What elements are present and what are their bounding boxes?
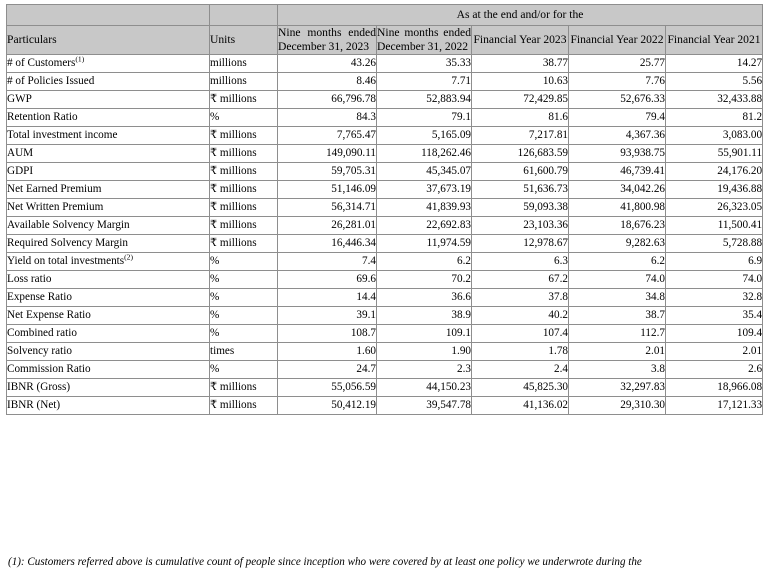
table-row xyxy=(7,163,763,181)
row-cell-fy_2022: 46,739.41 xyxy=(569,163,666,181)
row-cell-9m_dec_2023: 59,705.31 xyxy=(278,163,377,181)
row-cell-fy_2021: 74.0 xyxy=(666,271,763,289)
table-row xyxy=(7,199,763,217)
column-header-financial-year-2021: Financial Year 2021 xyxy=(666,26,763,55)
row-cell-fy_2021: 5,728.88 xyxy=(666,235,763,253)
table-row xyxy=(7,343,763,361)
key-metrics-table xyxy=(6,4,763,415)
row-cell-fy_2021: 24,176.20 xyxy=(666,163,763,181)
row-cell-fy_2022: 38.7 xyxy=(569,307,666,325)
row-label-particulars: # of Policies Issued xyxy=(7,73,210,91)
row-cell-fy_2022: 29,310.30 xyxy=(569,397,666,415)
row-cell-fy_2023: 67.2 xyxy=(472,271,569,289)
header-spacer-units xyxy=(210,5,278,26)
row-cell-fy_2021: 3,083.00 xyxy=(666,127,763,145)
table-footnote: (1): Customers referred above is cumulative count of people since inception who were covered by at least one policy we underwrote during the xyxy=(8,556,642,568)
row-cell-9m_dec_2023: 50,412.19 xyxy=(278,397,377,415)
row-label-particulars: Expense Ratio xyxy=(7,289,210,307)
table-body xyxy=(7,55,763,415)
row-label-particulars: Retention Ratio xyxy=(7,109,210,127)
row-cell-units: millions xyxy=(210,73,278,91)
row-cell-units: ₹ millions xyxy=(210,379,278,397)
row-cell-9m_dec_2023: 24.7 xyxy=(278,361,377,379)
row-label-particulars: Solvency ratio xyxy=(7,343,210,361)
row-cell-units: % xyxy=(210,271,278,289)
row-cell-9m_dec_2022: 22,692.83 xyxy=(377,217,472,235)
row-cell-9m_dec_2022: 1.90 xyxy=(377,343,472,361)
row-cell-units: ₹ millions xyxy=(210,145,278,163)
row-cell-fy_2021: 5.56 xyxy=(666,73,763,91)
column-header-financial-year-2023: Financial Year 2023 xyxy=(472,26,569,55)
row-cell-fy_2023: 12,978.67 xyxy=(472,235,569,253)
row-cell-fy_2022: 34.8 xyxy=(569,289,666,307)
row-label-particulars: Combined ratio xyxy=(7,325,210,343)
row-label-particulars: Net Written Premium xyxy=(7,199,210,217)
row-cell-fy_2023: 72,429.85 xyxy=(472,91,569,109)
row-cell-fy_2023: 59,093.38 xyxy=(472,199,569,217)
row-cell-9m_dec_2023: 8.46 xyxy=(278,73,377,91)
column-header-units: Units xyxy=(210,26,278,55)
row-cell-fy_2023: 38.77 xyxy=(472,55,569,73)
table-row xyxy=(7,55,763,73)
row-cell-9m_dec_2022: 70.2 xyxy=(377,271,472,289)
row-cell-9m_dec_2022: 5,165.09 xyxy=(377,127,472,145)
row-cell-fy_2022: 2.01 xyxy=(569,343,666,361)
header-group-label: As at the end and/or for the xyxy=(278,5,763,26)
row-cell-fy_2022: 41,800.98 xyxy=(569,199,666,217)
row-cell-fy_2023: 23,103.36 xyxy=(472,217,569,235)
table-row xyxy=(7,325,763,343)
row-cell-9m_dec_2022: 2.3 xyxy=(377,361,472,379)
column-header-financial-year-2022: Financial Year 2022 xyxy=(569,26,666,55)
row-cell-fy_2023: 45,825.30 xyxy=(472,379,569,397)
row-cell-9m_dec_2023: 66,796.78 xyxy=(278,91,377,109)
row-label-particulars: Yield on total investments$^{(2)}$ xyxy=(7,253,210,271)
row-cell-fy_2021: 81.2 xyxy=(666,109,763,127)
row-cell-9m_dec_2022: 79.1 xyxy=(377,109,472,127)
row-cell-fy_2021: 32,433.88 xyxy=(666,91,763,109)
column-header-nine-months-dec-2023: Nine months ended December 31, 2023 xyxy=(278,26,376,54)
row-cell-fy_2023: 61,600.79 xyxy=(472,163,569,181)
row-label-particulars: IBNR (Net) xyxy=(7,397,210,415)
row-cell-units: ₹ millions xyxy=(210,235,278,253)
table-row xyxy=(7,145,763,163)
row-cell-fy_2022: 32,297.83 xyxy=(569,379,666,397)
row-cell-fy_2023: 2.4 xyxy=(472,361,569,379)
row-label-particulars: Total investment income xyxy=(7,127,210,145)
row-cell-fy_2021: 6.9 xyxy=(666,253,763,271)
row-cell-9m_dec_2022: 36.6 xyxy=(377,289,472,307)
row-cell-9m_dec_2023: 43.26 xyxy=(278,55,377,73)
table-row xyxy=(7,307,763,325)
table-row xyxy=(7,181,763,199)
row-cell-units: % xyxy=(210,109,278,127)
row-label-particulars: Net Expense Ratio xyxy=(7,307,210,325)
row-cell-fy_2022: 4,367.36 xyxy=(569,127,666,145)
row-cell-fy_2021: 32.8 xyxy=(666,289,763,307)
table-row xyxy=(7,379,763,397)
row-cell-9m_dec_2023: 16,446.34 xyxy=(278,235,377,253)
row-cell-fy_2021: 18,966.08 xyxy=(666,379,763,397)
row-cell-9m_dec_2022: 38.9 xyxy=(377,307,472,325)
row-cell-fy_2023: 37.8 xyxy=(472,289,569,307)
row-cell-9m_dec_2022: 35.33 xyxy=(377,55,472,73)
row-cell-fy_2023: 41,136.02 xyxy=(472,397,569,415)
row-cell-fy_2022: 9,282.63 xyxy=(569,235,666,253)
row-cell-fy_2022: 6.2 xyxy=(569,253,666,271)
row-cell-9m_dec_2022: 44,150.23 xyxy=(377,379,472,397)
row-cell-9m_dec_2023: 39.1 xyxy=(278,307,377,325)
row-cell-fy_2023: 6.3 xyxy=(472,253,569,271)
row-cell-9m_dec_2023: 1.60 xyxy=(278,343,377,361)
row-cell-fy_2021: 55,901.11 xyxy=(666,145,763,163)
footnote-marker: (2) xyxy=(124,252,134,262)
row-cell-fy_2022: 112.7 xyxy=(569,325,666,343)
row-cell-fy_2021: 14.27 xyxy=(666,55,763,73)
row-label-particulars: Available Solvency Margin xyxy=(7,217,210,235)
row-cell-9m_dec_2023: 14.4 xyxy=(278,289,377,307)
row-cell-fy_2023: 107.4 xyxy=(472,325,569,343)
row-cell-units: % xyxy=(210,307,278,325)
row-cell-9m_dec_2023: 56,314.71 xyxy=(278,199,377,217)
row-cell-fy_2021: 11,500.41 xyxy=(666,217,763,235)
table-row xyxy=(7,235,763,253)
row-cell-fy_2021: 19,436.88 xyxy=(666,181,763,199)
header-group-row xyxy=(7,5,763,26)
row-cell-units: ₹ millions xyxy=(210,91,278,109)
row-cell-9m_dec_2023: 69.6 xyxy=(278,271,377,289)
row-cell-fy_2022: 7.76 xyxy=(569,73,666,91)
row-cell-fy_2022: 93,938.75 xyxy=(569,145,666,163)
row-label-particulars: GDPI xyxy=(7,163,210,181)
row-cell-fy_2022: 79.4 xyxy=(569,109,666,127)
row-cell-units: ₹ millions xyxy=(210,217,278,235)
row-cell-9m_dec_2022: 11,974.59 xyxy=(377,235,472,253)
row-label-particulars: Net Earned Premium xyxy=(7,181,210,199)
row-cell-fy_2021: 26,323.05 xyxy=(666,199,763,217)
row-cell-units: % xyxy=(210,361,278,379)
row-label-particulars: GWP xyxy=(7,91,210,109)
table-row xyxy=(7,361,763,379)
row-cell-fy_2021: 2.6 xyxy=(666,361,763,379)
row-cell-9m_dec_2022: 37,673.19 xyxy=(377,181,472,199)
row-cell-fy_2023: 81.6 xyxy=(472,109,569,127)
column-header-nine-months-dec-2022: Nine months ended December 31, 2022 xyxy=(377,26,471,54)
row-cell-fy_2022: 18,676.23 xyxy=(569,217,666,235)
row-cell-9m_dec_2022: 109.1 xyxy=(377,325,472,343)
table-row xyxy=(7,73,763,91)
row-cell-fy_2023: 7,217.81 xyxy=(472,127,569,145)
row-label-particulars: AUM xyxy=(7,145,210,163)
row-cell-9m_dec_2022: 52,883.94 xyxy=(377,91,472,109)
row-cell-fy_2021: 109.4 xyxy=(666,325,763,343)
footnote-marker: (1) xyxy=(75,54,85,64)
row-cell-9m_dec_2022: 41,839.93 xyxy=(377,199,472,217)
row-cell-units: ₹ millions xyxy=(210,163,278,181)
row-cell-9m_dec_2023: 55,056.59 xyxy=(278,379,377,397)
row-cell-fy_2022: 74.0 xyxy=(569,271,666,289)
row-cell-9m_dec_2023: 26,281.01 xyxy=(278,217,377,235)
row-cell-fy_2021: 35.4 xyxy=(666,307,763,325)
row-cell-9m_dec_2022: 7.71 xyxy=(377,73,472,91)
row-cell-fy_2023: 1.78 xyxy=(472,343,569,361)
row-cell-units: ₹ millions xyxy=(210,181,278,199)
row-cell-fy_2022: 52,676.33 xyxy=(569,91,666,109)
row-cell-fy_2023: 126,683.59 xyxy=(472,145,569,163)
row-cell-9m_dec_2023: 108.7 xyxy=(278,325,377,343)
row-cell-9m_dec_2023: 84.3 xyxy=(278,109,377,127)
table-row xyxy=(7,253,763,271)
table-header xyxy=(7,5,763,55)
row-cell-units: times xyxy=(210,343,278,361)
row-cell-fy_2021: 2.01 xyxy=(666,343,763,361)
row-cell-units: % xyxy=(210,253,278,271)
header-column-row xyxy=(7,26,763,55)
row-cell-9m_dec_2022: 6.2 xyxy=(377,253,472,271)
row-cell-units: % xyxy=(210,289,278,307)
row-cell-fy_2022: 25.77 xyxy=(569,55,666,73)
row-cell-fy_2023: 40.2 xyxy=(472,307,569,325)
table-row xyxy=(7,397,763,415)
table-row xyxy=(7,109,763,127)
row-cell-fy_2022: 34,042.26 xyxy=(569,181,666,199)
row-cell-units: ₹ millions xyxy=(210,199,278,217)
row-cell-9m_dec_2023: 7,765.47 xyxy=(278,127,377,145)
table-row xyxy=(7,91,763,109)
column-header-particulars: Particulars xyxy=(7,26,210,55)
row-cell-9m_dec_2022: 45,345.07 xyxy=(377,163,472,181)
table-row xyxy=(7,127,763,145)
row-label-particulars: # of Customers$^{(1)}$ xyxy=(7,55,210,73)
header-spacer-particulars xyxy=(7,5,210,26)
row-label-particulars: Loss ratio xyxy=(7,271,210,289)
row-cell-units: ₹ millions xyxy=(210,397,278,415)
table-row xyxy=(7,271,763,289)
row-cell-units: ₹ millions xyxy=(210,127,278,145)
table-row xyxy=(7,217,763,235)
row-cell-fy_2023: 51,636.73 xyxy=(472,181,569,199)
row-label-particulars: Required Solvency Margin xyxy=(7,235,210,253)
row-cell-9m_dec_2023: 149,090.11 xyxy=(278,145,377,163)
row-cell-units: % xyxy=(210,325,278,343)
row-cell-fy_2022: 3.8 xyxy=(569,361,666,379)
row-cell-9m_dec_2022: 39,547.78 xyxy=(377,397,472,415)
row-cell-fy_2023: 10.63 xyxy=(472,73,569,91)
row-label-particulars: IBNR (Gross) xyxy=(7,379,210,397)
row-cell-9m_dec_2023: 51,146.09 xyxy=(278,181,377,199)
row-cell-units: millions xyxy=(210,55,278,73)
row-cell-9m_dec_2022: 118,262.46 xyxy=(377,145,472,163)
row-label-particulars: Commission Ratio xyxy=(7,361,210,379)
row-cell-fy_2021: 17,121.33 xyxy=(666,397,763,415)
row-cell-9m_dec_2023: 7.4 xyxy=(278,253,377,271)
table-row xyxy=(7,289,763,307)
